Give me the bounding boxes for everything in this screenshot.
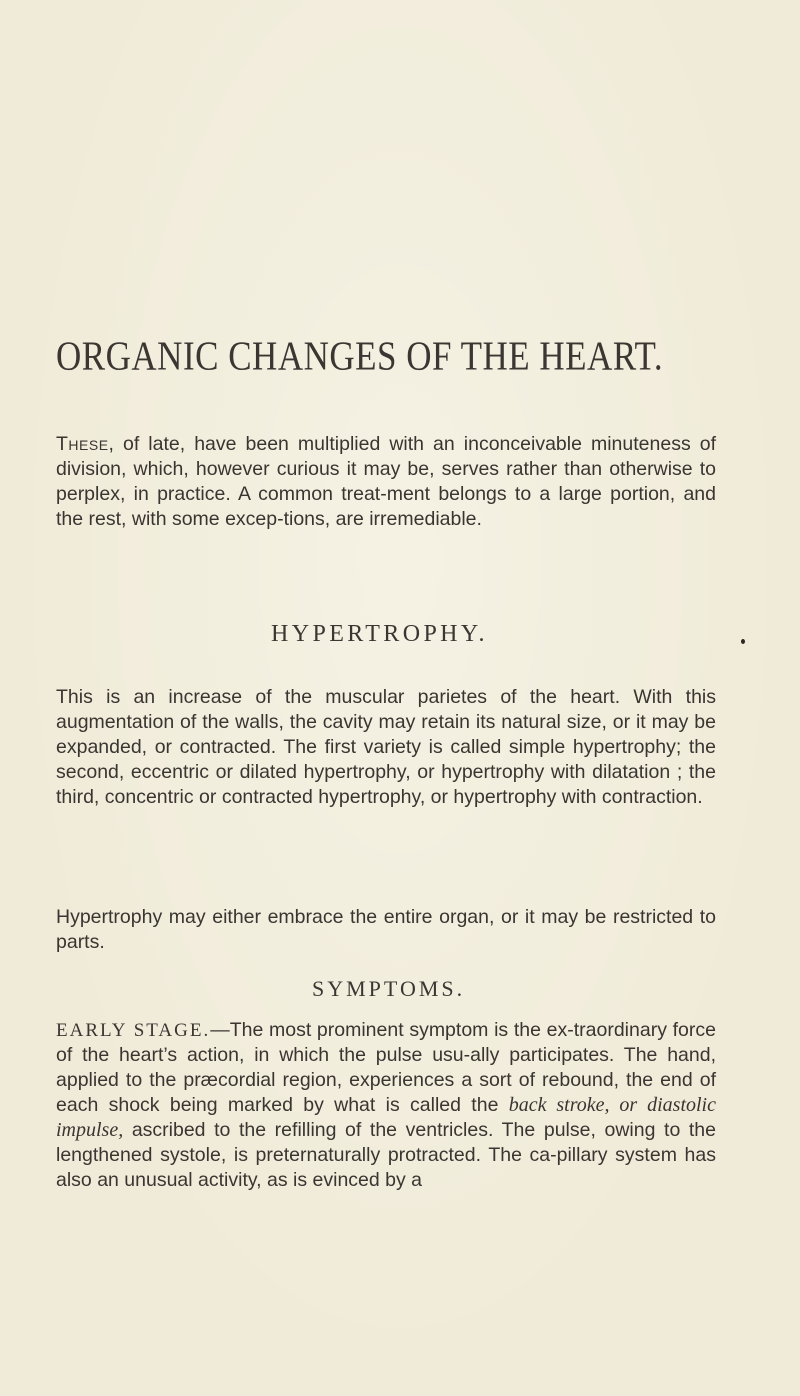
hypertrophy-paragraph: This is an increase of the muscular parietes of the heart. With this augmentation of the walls, the cavity may retain its natural size, or it may be expanded, or contracted. The first variety is called simple hypertrophy; the second, eccentric or dilated hypertrophy, or hypertrophy with dilatation ; the third, concentric or contracted hypertrophy, or hypertrophy with contraction. [56, 686, 716, 808]
symptoms-text-after: ascribed to the refilling of the ventricles. The pulse, owing to the lengthened systole, is preternaturally protracted. The ca-pillary system has also an unusual activity, as is evinced by a [56, 1119, 716, 1191]
intro-text: , of late, have been multiplied with an inconceivable minuteness of division, which, however curious it may be, serves rather than otherwise to perplex, in practice. A common treat-ment belongs to a large portion, and the rest, with some excep-tions, are irremediable. [56, 433, 716, 530]
diastolic-impulse-emphasis: back stroke, or diastolic impulse, [56, 1094, 716, 1141]
page-title: ORGANIC CHANGES OF THE HEART. [56, 333, 664, 380]
section-heading-hypertrophy: HYPERTROPHY. [271, 621, 488, 647]
intro-paragraph [56, 432, 716, 532]
hypertrophy-extent-paragraph: Hypertrophy may either embrace the entire organ, or it may be restricted to parts. [56, 906, 716, 953]
intro-lead-word: These [56, 433, 109, 455]
ink-speck [741, 639, 745, 644]
early-stage-run-head: EARLY STAGE. [56, 1020, 211, 1041]
symptoms-text-before: —The most prominent symptom is the ex-traordinary force of the heart’s action, in which the pulse usu-ally participates. The hand, applied to the præcordial region, experiences a sort of rebound, the end of each shock being marked by what is called the [56, 1019, 716, 1116]
symptoms-paragraph [56, 1018, 716, 1193]
section-heading-symptoms: SYMPTOMS. [312, 976, 466, 1001]
